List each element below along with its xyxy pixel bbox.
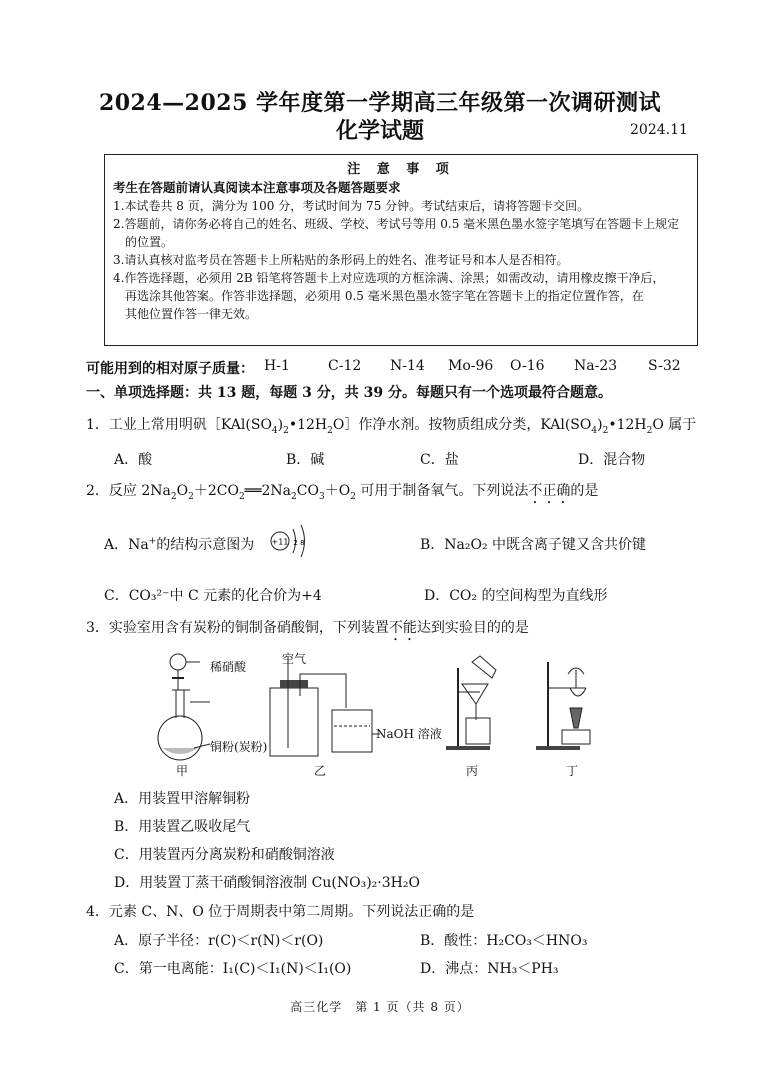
label-yi: 乙 <box>314 764 327 778</box>
q3-option-d: D．用装置丁蒸干硝酸铜溶液制 Cu(NO₃)₂·3H₂O <box>114 875 420 891</box>
label-ding: 丁 <box>566 764 579 778</box>
q2-option-c: C．CO₃²⁻中 C 元素的化合价为+4 <box>104 588 322 604</box>
label-air: 空气 <box>282 652 307 666</box>
exam-subtitle: 化学试题 <box>335 118 424 144</box>
q3-option-c: C．用装置丙分离炭粉和硝酸铜溶液 <box>114 847 335 863</box>
mass-mo: Mo-96 <box>448 358 494 374</box>
q1-option-c: C．盐 <box>420 452 459 468</box>
q1-option-d: D．混合物 <box>578 452 646 468</box>
apparatus-ding <box>536 662 590 750</box>
q1-option-b: B．碱 <box>286 452 325 468</box>
na-ion-structure-diagram <box>268 516 318 566</box>
apparatus-yi <box>270 656 380 756</box>
exam-date: 2024.11 <box>630 122 688 138</box>
notice-item-3: 3.请认真核对监考员在答题卡上所粘贴的条形码上的姓名、准考证号和本人是否相符。 <box>113 253 569 267</box>
notice-heading: 注 意 事 项 <box>347 162 455 177</box>
notice-subheading: 考生在答题前请认真阅读本注意事项及各题答题要求 <box>113 180 401 195</box>
label-acid: 稀硝酸 <box>210 660 247 674</box>
label-bing: 丙 <box>466 764 479 778</box>
notice-box <box>104 154 698 346</box>
question-1-stem: 1．工业上常用明矾$[KAl(SO_4)_2•12H_2O]$作净水剂。按物质组成分类，$KAl(SO_4)_2•12H_2O$ 属于 <box>86 417 697 436</box>
shell-electrons: 2 8 <box>293 539 305 547</box>
q2-option-b: B．Na₂O₂ 中既含离子键又含共价键 <box>420 537 647 553</box>
question-4-stem: 4．元素 C、N、O 位于周期表中第二周期。下列说法正确的是 <box>86 904 475 920</box>
notice-item-4-cont1: 再选涂其他答案。作答非选择题，必须用 0.5 毫米黑色墨水签字笔在答题卡上的指定位置作答，在 <box>125 289 644 303</box>
q2-option-a: A．Na+的结构示意图为 <box>104 536 255 553</box>
mass-h: H-1 <box>264 358 290 374</box>
exam-title: 2024—2025 学年度第一学期高三年级第一次调研测试 <box>98 90 662 116</box>
notice-item-4-cont2: 其他位置作答一律无效。 <box>125 307 258 321</box>
mass-s: S-32 <box>648 358 681 374</box>
section-heading: 一、单项选择题：共 13 题，每题 3 分，共 39 分。每题只有一个选项最符合题意。 <box>86 385 612 401</box>
apparatus-bing <box>446 656 496 750</box>
mass-o: O-16 <box>510 358 545 374</box>
label-jia: 甲 <box>176 764 189 778</box>
label-naoh: NaOH 溶液 <box>376 727 442 741</box>
notice-item-1: 1.本试卷共 8 页，满分为 100 分，考试时间为 75 分钟。考试结束后，请将答题卡交回。 <box>113 199 590 213</box>
q1-option-a: A．酸 <box>114 452 153 468</box>
q2-option-d: D．CO₂ 的空间构型为直线形 <box>424 588 608 604</box>
q4-option-c: C．第一电离能：I₁(C)＜I₁(N)＜I₁(O) <box>114 961 352 977</box>
q4-option-b: B．酸性：H₂CO₃＜HNO₃ <box>420 933 588 949</box>
page-footer: 高三化学 第 1 页（共 8 页） <box>290 1000 470 1014</box>
label-powder: 铜粉(炭粉) <box>210 740 268 754</box>
apparatus-jia <box>158 654 210 760</box>
notice-item-2-cont: 的位置。 <box>125 235 174 249</box>
q3-option-a: A．用装置甲溶解铜粉 <box>114 791 251 807</box>
mass-c: C-12 <box>328 358 362 374</box>
question-3-stem: 3．实验室用含有炭粉的铜制备硝酸铜，下列装置不能达到实验目的的是 <box>86 620 529 636</box>
nucleus-label: +11 <box>271 537 289 547</box>
q3-option-b: B．用装置乙吸收尾气 <box>114 819 251 835</box>
notice-item-4: 4.作答选择题，必须用 2B 铅笔将答题卡上对应选项的方框涂满、涂黑；如需改动，请用橡皮擦干净后， <box>113 271 665 285</box>
mass-na: Na-23 <box>574 358 618 374</box>
mass-n: N-14 <box>390 358 425 374</box>
q4-option-d: D．沸点：NH₃＜PH₃ <box>420 961 559 977</box>
question-2-stem: 2．反应 $2Na_2O_2+2CO_2══2Na_2CO_3+O_2$ 可用于制备氧气。下列说法不正确的是 <box>86 483 599 502</box>
q4-option-a: A．原子半径：r(C)＜r(N)＜r(O) <box>114 933 324 949</box>
atomic-masses-label: 可能用到的相对原子质量： <box>86 361 254 377</box>
notice-item-2: 2.答题前，请你务必将自己的姓名、班级、学校、考试号等用 0.5 毫米黑色墨水签字笔填写在答题卡上规定 <box>113 217 680 231</box>
